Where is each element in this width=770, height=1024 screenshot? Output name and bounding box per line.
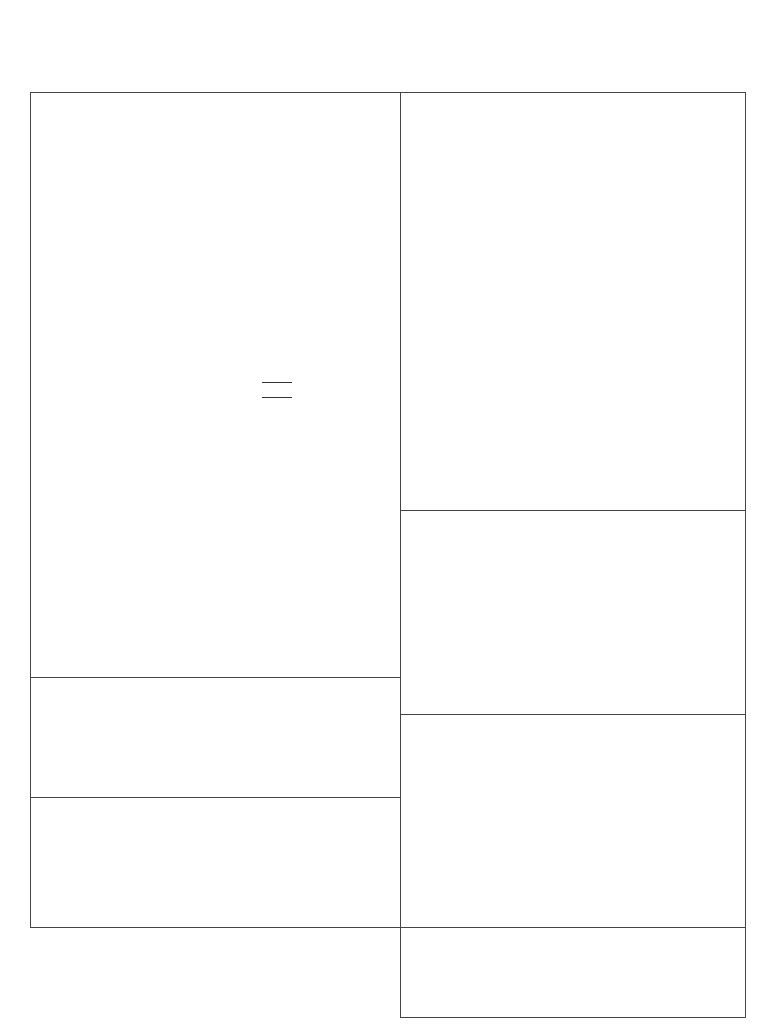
religious-course[interactable] xyxy=(36,438,43,452)
math-course xyxy=(36,613,43,627)
bible-alt2-blank[interactable] xyxy=(262,388,292,398)
wellness-course xyxy=(36,640,43,654)
bible-alt1-blank[interactable] xyxy=(262,373,292,383)
divider-major-bottom xyxy=(400,510,746,511)
divider-upper-bottom xyxy=(30,797,400,798)
bible-course xyxy=(36,356,43,370)
divider-electives-bottom xyxy=(400,714,746,715)
divider-core-bottom xyxy=(30,677,400,678)
right-column-box xyxy=(400,92,746,1018)
faith-course xyxy=(36,412,43,426)
